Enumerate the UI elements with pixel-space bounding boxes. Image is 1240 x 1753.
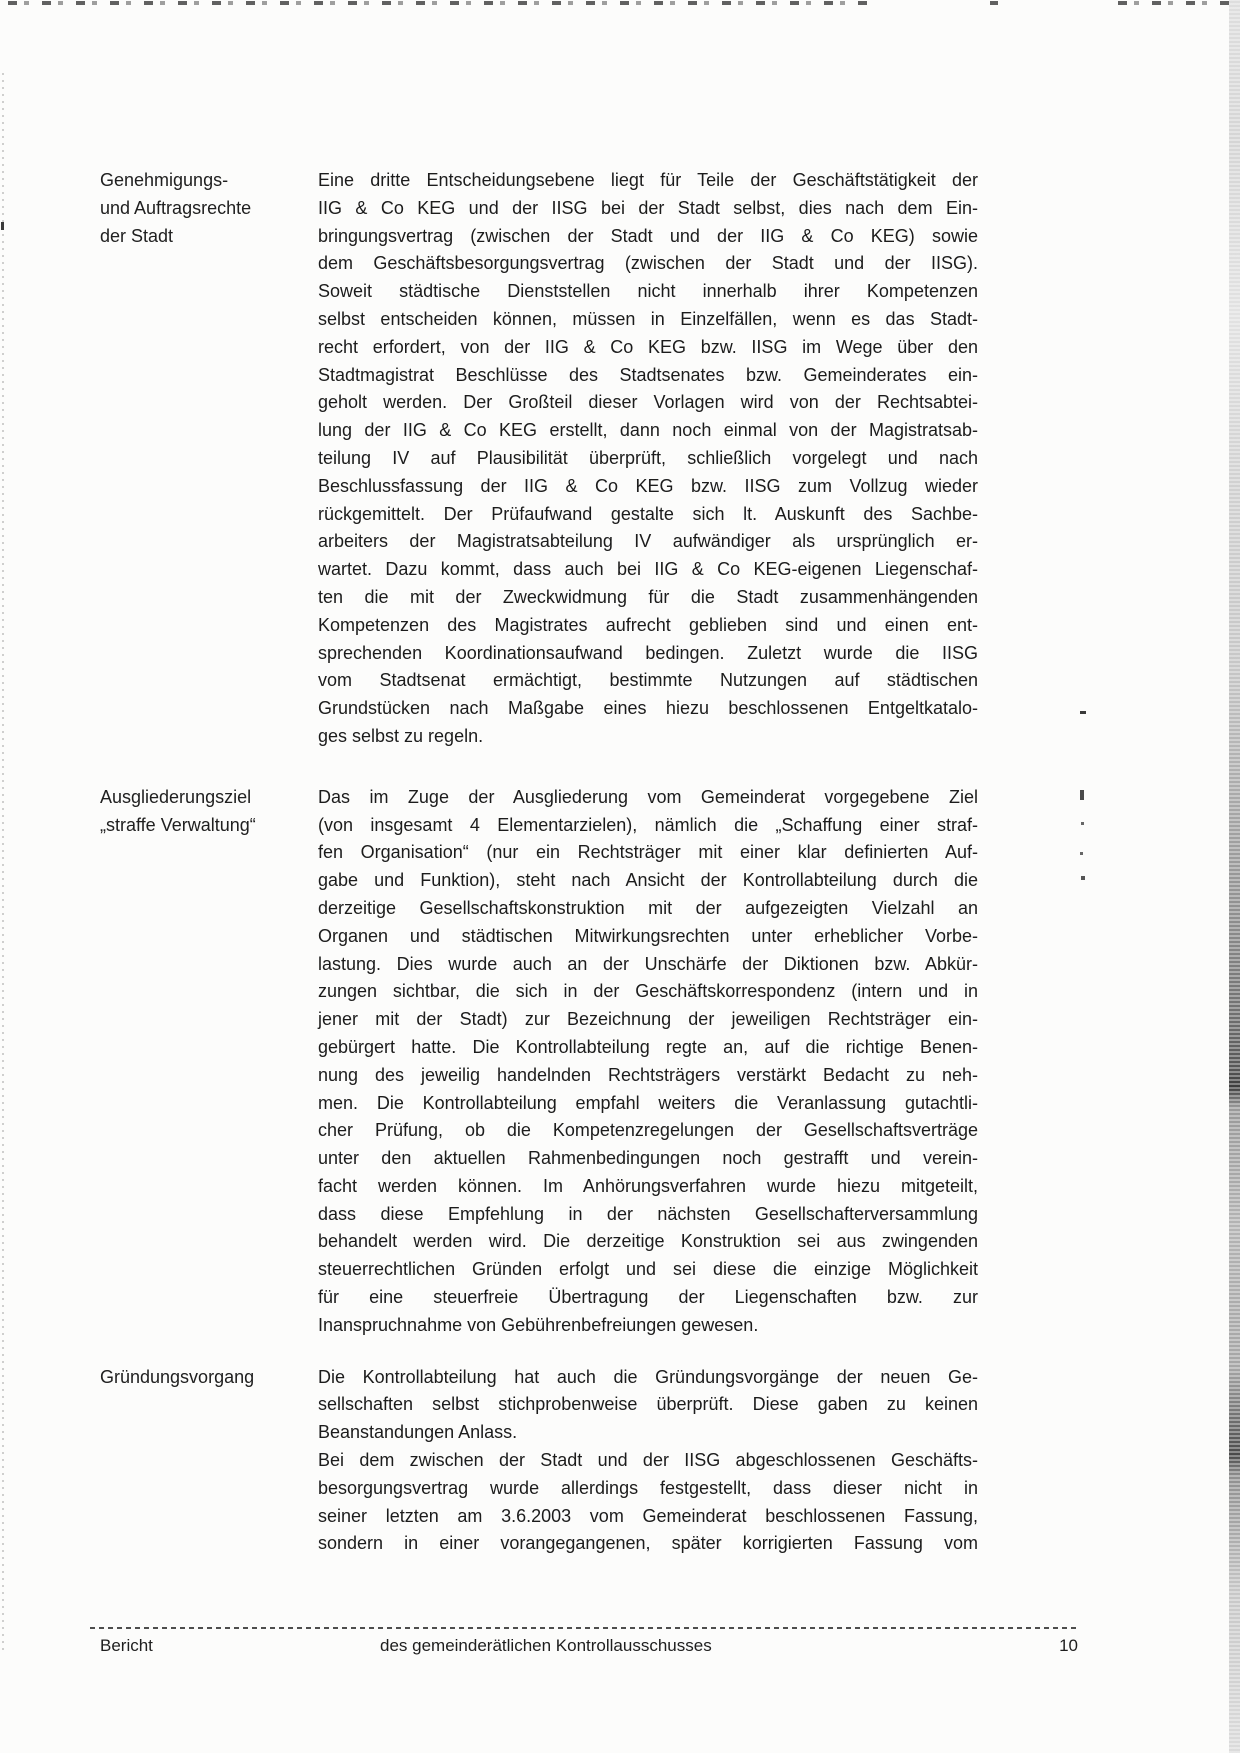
text-line: wartet. Dazu kommt, dass auch bei IIG & Co KEG-eigenen Liegenschaf- <box>318 559 978 580</box>
text-line: geholt werden. Der Großteil dieser Vorlagen wird von der Rechtsabtei- <box>318 392 978 413</box>
text-line: sondern in einer vorangegangenen, später korrigierten Fassung vom <box>318 1533 978 1554</box>
text-line: Grundstücken nach Maßgabe eines hiezu beschlossenen Entgeltkatalo- <box>318 698 978 719</box>
text-line: recht erfordert, von der IIG & Co KEG bzw. IISG im Wege über den <box>318 336 978 357</box>
text-line: lastung. Dies wurde auch an der Unschärfe der Diktionen bzw. Abkür- <box>318 953 978 974</box>
paragraph <box>318 167 978 751</box>
text-line: IIG & Co KEG und der IISG bei der Stadt selbst, dies nach dem Ein- <box>318 197 978 218</box>
footer-row <box>90 1629 1078 1660</box>
footer-report-label: Bericht <box>100 1636 153 1655</box>
text-line: steuerrechtlichen Gründen erfolgt und sei diese die einzige Möglichkeit <box>318 1259 978 1280</box>
text-line: dem Geschäftsbesorgungsvertrag (zwischen der Stadt und der IISG). <box>318 253 978 274</box>
text-line: Soweit städtische Dienststellen nicht innerhalb ihrer Kompetenzen <box>318 281 978 302</box>
margin-label <box>100 167 318 250</box>
margin-label-line: der Stadt <box>100 225 174 246</box>
text-line: Stadtmagistrat Beschlüsse des Stadtsenates bzw. Gemeinderates ein- <box>318 364 978 385</box>
text-line: für eine steuerfreie Übertragung der Liegenschaften bzw. zur <box>318 1287 978 1308</box>
text-line: sellschaften selbst stichprobenweise überprüft. Diese gaben zu keinen <box>318 1394 978 1415</box>
text-line: teilung IV auf Plausibilität überprüft, schließlich vorgelegt und nach <box>318 447 978 468</box>
text-line: seiner letzten am 3.6.2003 vom Gemeinderat beschlossenen Fassung, <box>318 1505 978 1526</box>
text-line: Beschlussfassung der IIG & Co KEG bzw. IISG zum Vollzug wieder <box>318 475 978 496</box>
margin-label-line: Ausgliederungsziel <box>100 786 252 807</box>
text-line: zungen sichtbar, die sich in der Geschäftskorrespondenz (intern und in <box>318 981 978 1002</box>
text-line: unter den aktuellen Rahmenbedingungen noch gestrafft und verein- <box>318 1148 978 1169</box>
paragraph <box>318 784 978 1340</box>
scan-noise-top-edge <box>8 1 868 5</box>
text-line: derzeitige Gesellschaftskonstruktion mit der aufgezeigten Vielzahl an <box>318 897 978 918</box>
text-line: sprechenden Koordinationsaufwand bedingen. Zuletzt wurde die IISG <box>318 642 978 663</box>
text-line: lung der IIG & Co KEG erstellt, dann noch einmal von der Magistratsab- <box>318 420 978 441</box>
text-line: gabe und Funktion), steht nach Ansicht der Kontrollabteilung durch die <box>318 870 978 891</box>
text-line: Das im Zuge der Ausgliederung vom Gemeinderat vorgegebene Ziel <box>318 786 978 807</box>
section-ausgliederungsziel-straffe-verwaltung <box>0 784 1240 1340</box>
margin-label <box>100 784 318 840</box>
text-line: men. Die Kontrollabteilung empfahl weiters die Veranlassung gutachtli- <box>318 1092 978 1113</box>
margin-label-line: „straffe Verwaltung“ <box>100 814 256 835</box>
text-line: besorgungsvertrag wurde allerdings festgestellt, dass dieser nicht in <box>318 1477 978 1498</box>
text-line: behandelt werden wird. Die derzeitige Konstruktion sei aus zwingenden <box>318 1231 978 1252</box>
margin-label-line: Genehmigungs- <box>100 170 229 190</box>
text-line: dass diese Empfehlung in der nächsten Gesellschafterversammlung <box>318 1203 978 1224</box>
text-line: bringungsvertrag (zwischen der Stadt und der IIG & Co KEG) sowie <box>318 225 978 246</box>
text-line: vom Stadtsenat ermächtigt, bestimmte Nutzungen auf städtischen <box>318 670 978 691</box>
text-line: (von insgesamt 4 Elementarzielen), nämlich die „Schaffung einer straf- <box>318 814 978 835</box>
margin-label <box>100 1364 318 1392</box>
footer-report-title: des gemeinderätlichen Kontrollausschusses <box>380 1636 712 1655</box>
paragraph <box>318 1364 978 1559</box>
text-line: Inanspruchnahme von Gebührenbefreiungen gewesen. <box>318 1314 759 1335</box>
text-line: Beanstandungen Anlass. <box>318 1422 518 1443</box>
text-line: Bei dem zwischen der Stadt und der IISG abgeschlossenen Geschäfts- <box>318 1450 978 1471</box>
page-footer <box>90 1627 1078 1660</box>
text-line: ges selbst zu regeln. <box>318 725 484 746</box>
text-line: nung des jeweilig handelnden Rechtsträgers verstärkt Bedacht zu neh- <box>318 1064 978 1085</box>
section-gruendungsvorgang <box>0 1364 1240 1559</box>
text-line: Eine dritte Entscheidungsebene liegt für Teile der Geschäftstätigkeit der <box>318 170 978 190</box>
text-line: facht werden können. Im Anhörungsverfahren wurde hiezu mitgeteilt, <box>318 1175 978 1196</box>
text-line: cher Prüfung, ob die Kompetenzregelungen der Gesellschaftsverträge <box>318 1120 978 1141</box>
text-line: selbst entscheiden können, müssen in Einzelfällen, wenn es das Stadt- <box>318 308 978 329</box>
scan-noise-top-edge <box>990 1 998 5</box>
text-line: gebürgert hatte. Die Kontrollabteilung regte an, auf die richtige Benen- <box>318 1036 978 1057</box>
margin-label-line: und Auftragsrechte <box>100 197 252 218</box>
scan-noise-top-edge <box>1118 1 1240 5</box>
footer-page-number: 10 <box>1059 1636 1078 1655</box>
text-line: arbeiters der Magistratsabteilung IV aufwändiger als ursprünglich er- <box>318 531 978 552</box>
text-line: Kompetenzen des Magistrates aufrecht geblieben sind und einen ent- <box>318 614 978 635</box>
section-genehmigungs-und-auftragsrechte-der-stadt <box>0 167 1240 751</box>
text-line: fen Organisation“ (nur ein Rechtsträger mit einer klar definierten Auf- <box>318 842 978 863</box>
text-line: Organen und städtischen Mitwirkungsrechten unter erheblicher Vorbe- <box>318 925 978 946</box>
margin-label-line: Gründungsvorgang <box>100 1366 255 1387</box>
text-line: jener mit der Stadt) zur Bezeichnung der jeweiligen Rechtsträger ein- <box>318 1009 978 1030</box>
text-line: ten die mit der Zweckwidmung für die Stadt zusammenhängenden <box>318 586 978 607</box>
text-line: Die Kontrollabteilung hat auch die Gründungsvorgänge der neuen Ge- <box>318 1366 978 1387</box>
text-line: rückgemittelt. Der Prüfaufwand gestalte sich lt. Auskunft des Sachbe- <box>318 503 978 524</box>
content-sections <box>0 167 1240 1558</box>
